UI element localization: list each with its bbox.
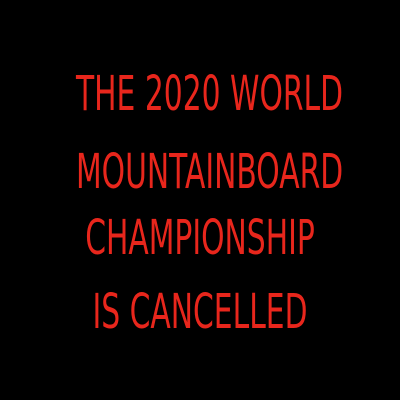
- headline-line-1: THE 2020 WORLD: [76, 66, 344, 122]
- headline-line-2: MOUNTAINBOARD: [76, 144, 344, 200]
- headline-line-4: IS CANCELLED: [92, 284, 308, 340]
- headline-line-3: CHAMPIONSHIP: [85, 210, 315, 266]
